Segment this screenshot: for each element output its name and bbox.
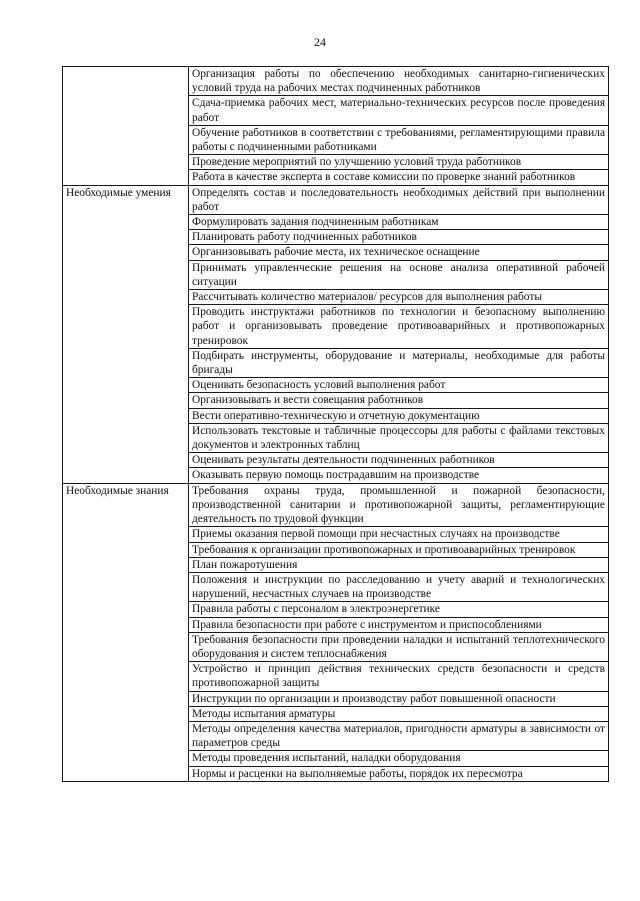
requirement-item: Требования безопасности при проведении наладки и испытаний теплотехнического оборудования и систем теплоснабжения (189, 632, 609, 661)
requirement-item: Устройство и принцип действия технических средств безопасности и средств противопожарной защиты (189, 662, 609, 691)
requirement-item: Методы испытания арматуры (189, 706, 609, 721)
table-row (63, 483, 609, 527)
requirement-item: Подбирать инструменты, оборудование и материалы, необходимые для работы бригады (189, 348, 609, 377)
requirement-item: Принимать управленческие решения на основе анализа оперативной рабочей ситуации (189, 260, 609, 289)
section-label: Необходимые знания (63, 483, 189, 781)
requirement-item: Положения и инструкции по расследованию и учету аварий и технологических нарушений, несчастных случаев на производстве (189, 572, 609, 601)
requirement-item: План пожаротушения (189, 557, 609, 572)
requirement-item: Методы определения качества материалов, пригодности арматуры в зависимости от параметров среды (189, 721, 609, 750)
requirement-item: Работа в качестве эксперта в составе комиссии по проверке знаний работников (189, 170, 609, 185)
requirement-item: Правила безопасности при работе с инструментом и приспособлениями (189, 617, 609, 632)
requirement-item: Оценивать безопасность условий выполнения работ (189, 378, 609, 393)
requirement-item: Обучение работников в соответствии с требованиями, регламентирующими правила работы с подчиненными работниками (189, 125, 609, 154)
requirement-item: Правила работы с персоналом в электроэнергетике (189, 602, 609, 617)
requirement-item: Организовывать рабочие места, их техническое оснащение (189, 245, 609, 260)
requirement-item: Инструкции по организации и производству работ повышенной опасности (189, 691, 609, 706)
requirements-table (62, 66, 609, 782)
section-label (63, 67, 189, 186)
requirement-item: Приемы оказания первой помощи при несчастных случаях на производстве (189, 527, 609, 542)
requirement-item: Требования к организации противопожарных и противоаварийных тренировок (189, 542, 609, 557)
requirement-item: Сдача-приемка рабочих мест, материально-технических ресурсов после проведения работ (189, 96, 609, 125)
requirement-item: Вести оперативно-техническую и отчетную документацию (189, 408, 609, 423)
requirement-item: Требования охраны труда, промышленной и пожарной безопасности, производственной санитарии и противопожарной защиты, регламентирующие деятельность по трудовой функции (189, 483, 609, 527)
requirement-item: Формулировать задания подчиненным работникам (189, 215, 609, 230)
requirement-item: Проведение мероприятий по улучшению условий труда работников (189, 155, 609, 170)
requirement-item: Рассчитывать количество материалов/ ресурсов для выполнения работы (189, 290, 609, 305)
requirement-item: Определять состав и последовательность необходимых действий при выполнении работ (189, 185, 609, 214)
table-row (63, 185, 609, 214)
requirement-item: Методы проведения испытаний, наладки оборудования (189, 751, 609, 766)
requirement-item: Планировать работу подчиненных работников (189, 230, 609, 245)
requirement-item: Проводить инструктажи работников по технологии и безопасному выполнению работ и организовывать проведение противоаварийных и противопожарных тренировок (189, 305, 609, 349)
requirement-item: Организация работы по обеспечению необходимых санитарно-гигиенических условий труда на рабочих местах подчиненных работников (189, 67, 609, 96)
requirement-item: Оказывать первую помощь пострадавшим на производстве (189, 468, 609, 483)
requirement-item: Организовывать и вести совещания работников (189, 393, 609, 408)
table-row (63, 67, 609, 96)
requirement-item: Оценивать результаты деятельности подчиненных работников (189, 453, 609, 468)
requirement-item: Нормы и расценки на выполняемые работы, порядок их пересмотра (189, 766, 609, 781)
page-number: 24 (314, 35, 326, 49)
requirements-table-body (63, 67, 609, 782)
requirement-item: Использовать текстовые и табличные процессоры для работы с файлами текстовых документов и электронных таблиц (189, 423, 609, 452)
section-label: Необходимые умения (63, 185, 189, 483)
